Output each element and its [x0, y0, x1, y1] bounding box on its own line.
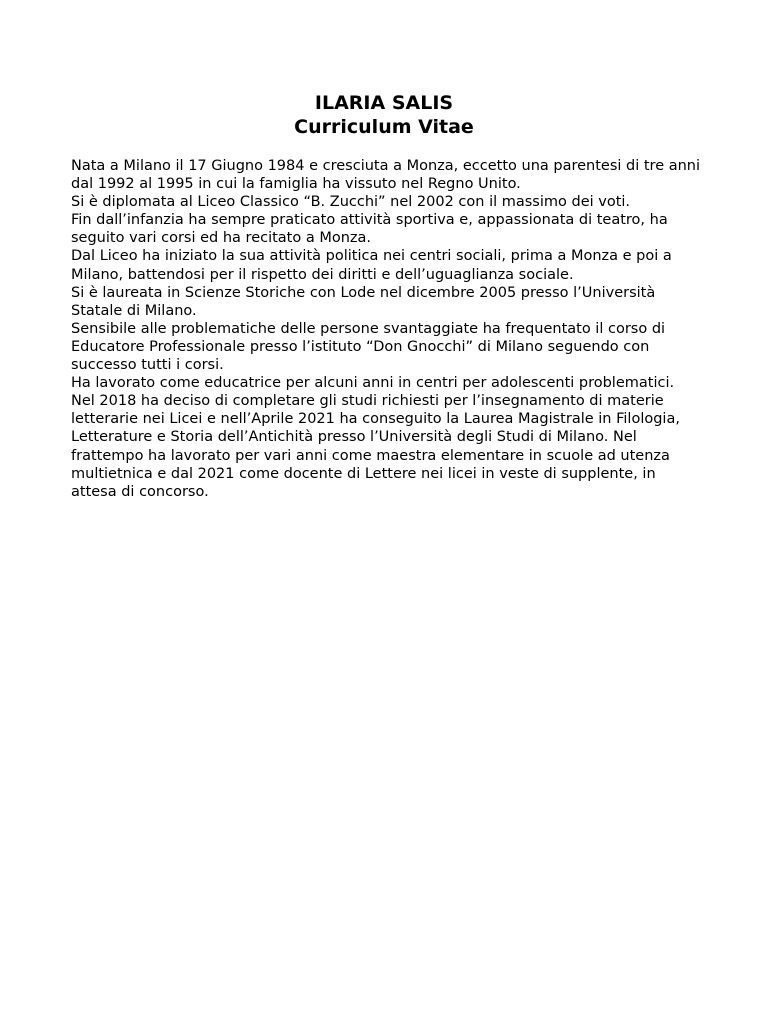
- paragraph-sport-theatre: Fin dall’infanzia ha sempre praticato attività sportiva e, appassionata di teatro, ha seguito vari corsi ed ha recitato a Monza.: [71, 212, 668, 247]
- paragraph-politics: Dal Liceo ha iniziato la sua attività politica nei centri sociali, prima a Monza e poi a Milano, battendosi per il rispetto dei diritti e dell’uguaglianza sociale.: [71, 248, 672, 283]
- document-header: [0, 91, 768, 139]
- paragraph-degree: Si è laureata in Scienze Storiche con Lode nel dicembre 2005 presso l’Università Statale di Milano.: [71, 284, 656, 319]
- paragraph-master-teaching: Nel 2018 ha deciso di completare gli studi richiesti per l’insegnamento di materie letterarie nei Licei e nell’Aprile 2021 ha conseguito la Laurea Magistrale in Filologia, Letterature e Storia dell’Antichità presso l’Università degli Studi di Milano. Nel frattempo ha lavorato per vari anni come maestra elementare in scuole ad utenza multietnica e dal 2021 come docente di Lettere nei licei in veste di supplente, in attesa di concorso.: [71, 393, 680, 500]
- paragraph-educator-course: Sensibile alle problematiche delle persone svantaggiate ha frequentato il corso di Educatore Professionale presso l’istituto “Don Gnocchi” di Milano seguendo con successo tutti i corsi.: [71, 320, 666, 374]
- paragraph-diploma: Si è diplomata al Liceo Classico “B. Zucchi” nel 2002 con il massimo dei voti.: [71, 194, 631, 211]
- document-body: [71, 157, 701, 501]
- document-title: Curriculum Vitae: [294, 116, 474, 138]
- paragraph-educator-work: Ha lavorato come educatrice per alcuni anni in centri per adolescenti problematici.: [71, 375, 675, 392]
- person-name: ILARIA SALIS: [314, 92, 454, 114]
- paragraph-birth: Nata a Milano il 17 Giugno 1984 e cresciuta a Monza, eccetto una parentesi di tre anni dal 1992 al 1995 in cui la famiglia ha vissuto nel Regno Unito.: [71, 158, 701, 193]
